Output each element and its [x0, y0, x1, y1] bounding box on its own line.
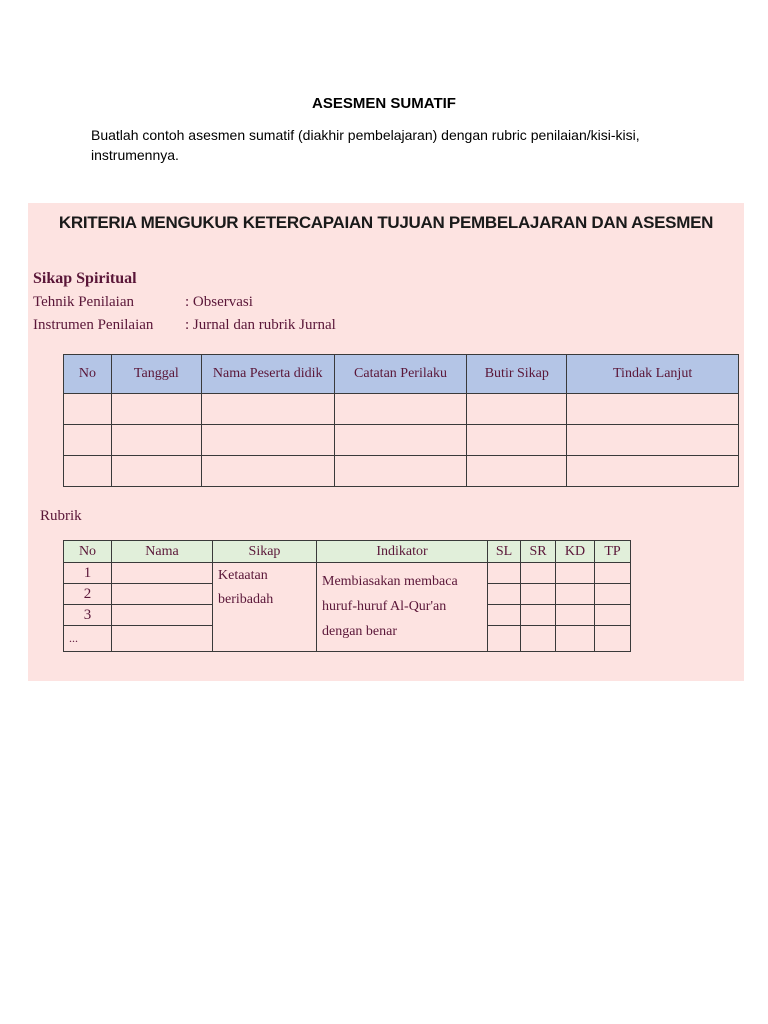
rubric-header-row	[64, 541, 631, 563]
empty-cell	[64, 394, 112, 425]
info-row-technique	[33, 294, 253, 311]
empty-cell	[201, 456, 334, 487]
empty-cell	[112, 605, 213, 626]
rubric-row	[64, 563, 631, 584]
empty-cell	[467, 456, 567, 487]
rubric-header-cell: SL	[488, 541, 521, 563]
rubric-header-cell: SR	[521, 541, 556, 563]
rubric-header-cell: Sikap	[213, 541, 317, 563]
empty-cell	[488, 626, 521, 652]
empty-cell	[488, 563, 521, 584]
journal-header-row	[64, 355, 739, 394]
rubric-header-cell: KD	[556, 541, 595, 563]
info-value: : Observasi	[185, 294, 253, 310]
empty-cell	[556, 563, 595, 584]
rubric-row-number: 1	[64, 563, 112, 584]
rubric-header-cell: TP	[595, 541, 631, 563]
empty-cell	[567, 394, 739, 425]
empty-cell	[521, 563, 556, 584]
rubric-header-cell: Nama	[112, 541, 213, 563]
rubric-header-cell: Indikator	[317, 541, 488, 563]
empty-cell	[201, 425, 334, 456]
empty-cell	[521, 626, 556, 652]
document-title: ASESMEN SUMATIF	[312, 95, 456, 112]
empty-cell	[334, 425, 467, 456]
empty-cell	[556, 584, 595, 605]
empty-cell	[521, 605, 556, 626]
empty-cell	[334, 456, 467, 487]
info-row-instrument	[33, 317, 336, 334]
empty-cell	[112, 563, 213, 584]
empty-cell	[64, 425, 112, 456]
journal-header-cell: No	[64, 355, 112, 394]
panel-title: KRITERIA MENGUKUR KETERCAPAIAN TUJUAN PEMBELAJARAN DAN ASESMEN	[58, 213, 714, 232]
empty-cell	[112, 626, 213, 652]
empty-cell	[64, 456, 112, 487]
journal-table	[63, 354, 739, 487]
empty-cell	[201, 394, 334, 425]
rubric-indikator: Membiasakan membaca huruf-huruf Al-Qur'an dengan benar	[317, 563, 488, 652]
empty-cell	[556, 626, 595, 652]
empty-cell	[521, 584, 556, 605]
info-label: Instrumen Penilaian	[33, 317, 154, 333]
empty-cell	[112, 584, 213, 605]
rubric-row-number: 3	[64, 605, 112, 626]
journal-empty-row	[64, 394, 739, 425]
empty-cell	[111, 394, 201, 425]
empty-cell	[111, 425, 201, 456]
rubric-sikap: Ketaatan beribadah	[213, 563, 317, 652]
empty-cell	[488, 605, 521, 626]
empty-cell	[467, 394, 567, 425]
empty-cell	[334, 394, 467, 425]
section-heading: Sikap Spiritual	[33, 270, 137, 287]
empty-cell	[488, 584, 521, 605]
empty-cell	[567, 425, 739, 456]
rubric-label: Rubrik	[40, 508, 82, 524]
rubric-table	[63, 540, 631, 652]
journal-header-cell: Tindak Lanjut	[567, 355, 739, 394]
document-instruction: Buatlah contoh asesmen sumatif (diakhir pembelajaran) dengan rubric penilaian/kisi-kisi, instrumennya.	[91, 127, 640, 163]
journal-header-cell: Tanggal	[111, 355, 201, 394]
rubric-row-number: 2	[64, 584, 112, 605]
journal-empty-row	[64, 456, 739, 487]
rubric-header-cell: No	[64, 541, 112, 563]
journal-header-cell: Butir Sikap	[467, 355, 567, 394]
journal-header-cell: Catatan Perilaku	[334, 355, 467, 394]
empty-cell	[595, 605, 631, 626]
empty-cell	[595, 626, 631, 652]
rubric-row-number: ...	[64, 626, 112, 652]
journal-header-cell: Nama Peserta didik	[201, 355, 334, 394]
info-label: Tehnik Penilaian	[33, 294, 135, 310]
empty-cell	[556, 605, 595, 626]
empty-cell	[567, 456, 739, 487]
journal-empty-row	[64, 425, 739, 456]
empty-cell	[467, 425, 567, 456]
empty-cell	[111, 456, 201, 487]
assessment-panel	[28, 203, 744, 681]
empty-cell	[595, 584, 631, 605]
info-value: : Jurnal dan rubrik Jurnal	[185, 317, 336, 333]
empty-cell	[595, 563, 631, 584]
